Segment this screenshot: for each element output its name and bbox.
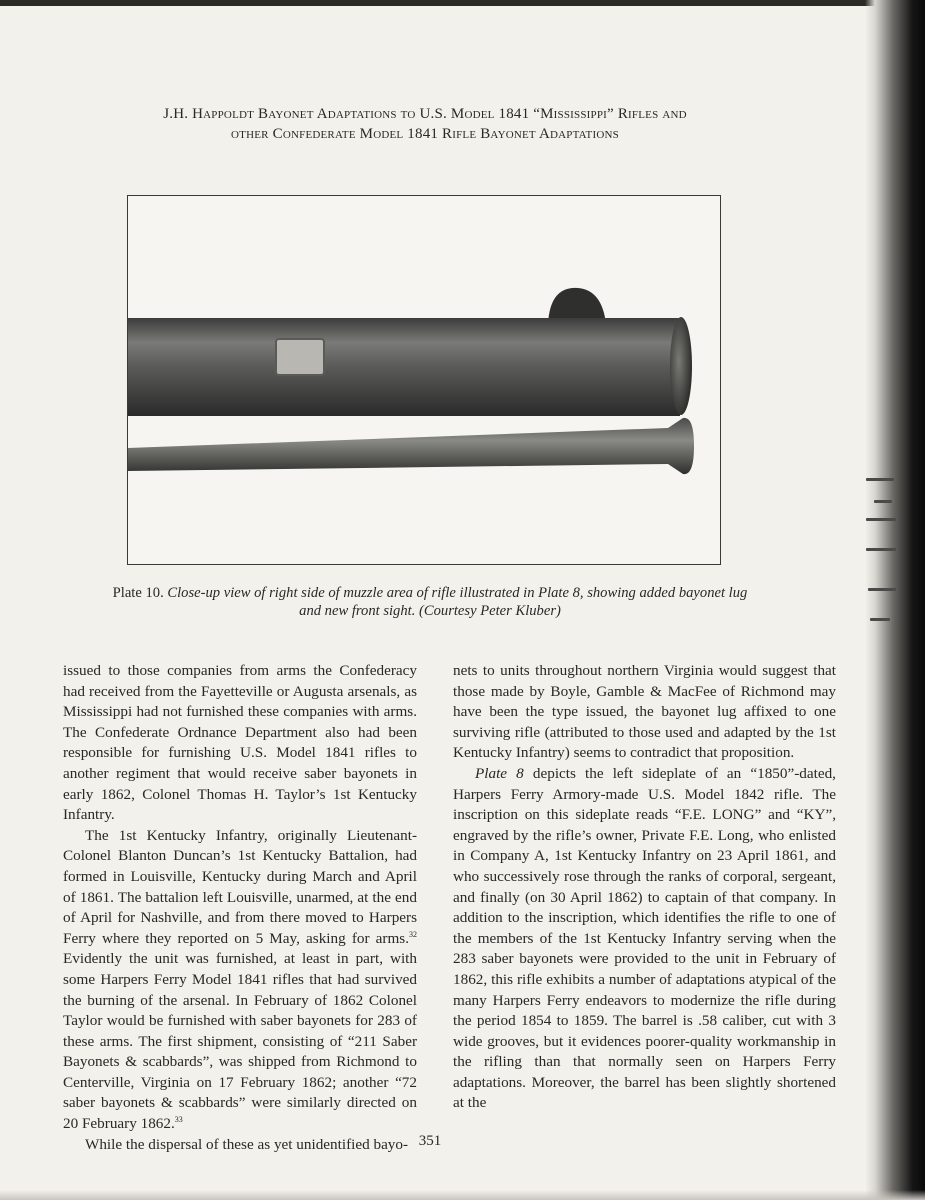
header-line-1: J.H. Happoldt Bayonet Adaptations to U.S. Model 1841 “Mississippi” Rifles and bbox=[163, 106, 687, 122]
right-paragraph-2-text: depicts the left sideplate of an “1850”-dated, Harpers Ferry Armory-made U.S. Model 1842 rifle. The inscription on this sideplate reads “F.E. LONG” and “KY”, engraved by the rifle’s owner, Private F.E. Long, who enlisted in Company A, 1st Kentucky Infantry on 23 April 1861, and who successively rose through the ranks of corporal, sergeant, and finally (on 30 April 1862) to captain of that company. In addition to the inscription, which identifies the rifle to one of the members of the 1st Kentucky Infantry serving when the 283 saber bayonets were provided to the unit in February of 1862, this rifle exhibits a number of adaptations atypical of the many Harpers Ferry endeavors to modernize the rifle during the period 1854 to 1859. The barrel is .58 caliber, cut with 3 wide grooves, but it evidences poorer-quality workmanship in the rifling than that normally seen on Harpers Ferry adaptations. Moreover, the barrel has been slightly shortened at the bbox=[453, 764, 836, 1112]
barrel bbox=[128, 318, 680, 416]
plate-8-reference: Plate 8 bbox=[475, 764, 524, 782]
plate-photograph bbox=[127, 195, 721, 565]
running-header bbox=[100, 104, 750, 144]
left-column bbox=[63, 661, 417, 1155]
right-paragraph-2 bbox=[453, 764, 836, 1114]
plate-caption bbox=[110, 584, 750, 620]
footnote-ref-33: 33 bbox=[174, 1115, 183, 1125]
scan-bottom-edge bbox=[0, 1190, 925, 1200]
scan-top-edge bbox=[0, 0, 925, 6]
plate-caption-text: Close-up view of right side of muzzle area of rifle illustrated in Plate 8, showing added bayonet lug and new front sight. (Courtesy Peter Kluber) bbox=[167, 585, 748, 619]
bleed-through-marks bbox=[862, 470, 902, 640]
left-paragraph-3: While the dispersal of these as yet unidentified bayo- bbox=[85, 1135, 409, 1153]
barrel-muzzle bbox=[670, 317, 692, 415]
plate-caption-label: Plate 10. bbox=[112, 585, 164, 601]
right-paragraph-1: nets to units throughout northern Virginia would suggest that those made by Boyle, Gamble & MacFee of Richmond may have been the type issued, the bayonet lug affixed to one surviving rifle (attributed to those used and adapted by the 1st Kentucky Infantry) seems to contradict that proposition. bbox=[453, 662, 836, 762]
left-paragraph-2 bbox=[63, 826, 417, 1135]
header-line-2: other Confederate Model 1841 Rifle Bayonet Adaptations bbox=[231, 126, 619, 142]
left-paragraph-2-part-b: Evidently the unit was furnished, at least in part, with some Harpers Ferry Model 1841 rifles that had survived the burning of the arsenal. In February of 1862 Colonel Taylor would be furnished with saber bayonets for 283 of these arms. The first shipment, consisting of “211 Saber Bayonets & scabbards”, was shipped from Richmond to Centerville, Virginia on 17 February 1862; another “72 saber bayonets & scabbards” were similarly directed on 20 February 1862. bbox=[63, 950, 417, 1133]
page-number: 351 bbox=[418, 1133, 442, 1149]
bayonet-lug bbox=[276, 339, 324, 375]
right-column bbox=[453, 661, 836, 1114]
footnote-ref-32: 32 bbox=[409, 929, 417, 939]
left-paragraph-1: issued to those companies from arms the Confederacy had received from the Fayetteville or Augusta arsenals, as Mississippi had not furnished these companies with arms. The Confederate Ordnance Department also had been responsible for furnishing U.S. Model 1841 rifles to another regiment that would receive saber bayonets in early 1862, Colonel Thomas H. Taylor’s 1st Kentucky Infantry. bbox=[63, 662, 417, 824]
left-paragraph-2-part-a: The 1st Kentucky Infantry, originally Lieutenant-Colonel Blanton Duncan’s 1st Kentucky Battalion, had formed in Louisville, Kentucky during March and April of 1861. The battalion left Louisville, unarmed, at the end of April for Nashville, and from there moved to Harpers Ferry where they reported on 5 May, asking for arms. bbox=[63, 826, 417, 947]
rifle-muzzle-photo bbox=[128, 196, 719, 563]
